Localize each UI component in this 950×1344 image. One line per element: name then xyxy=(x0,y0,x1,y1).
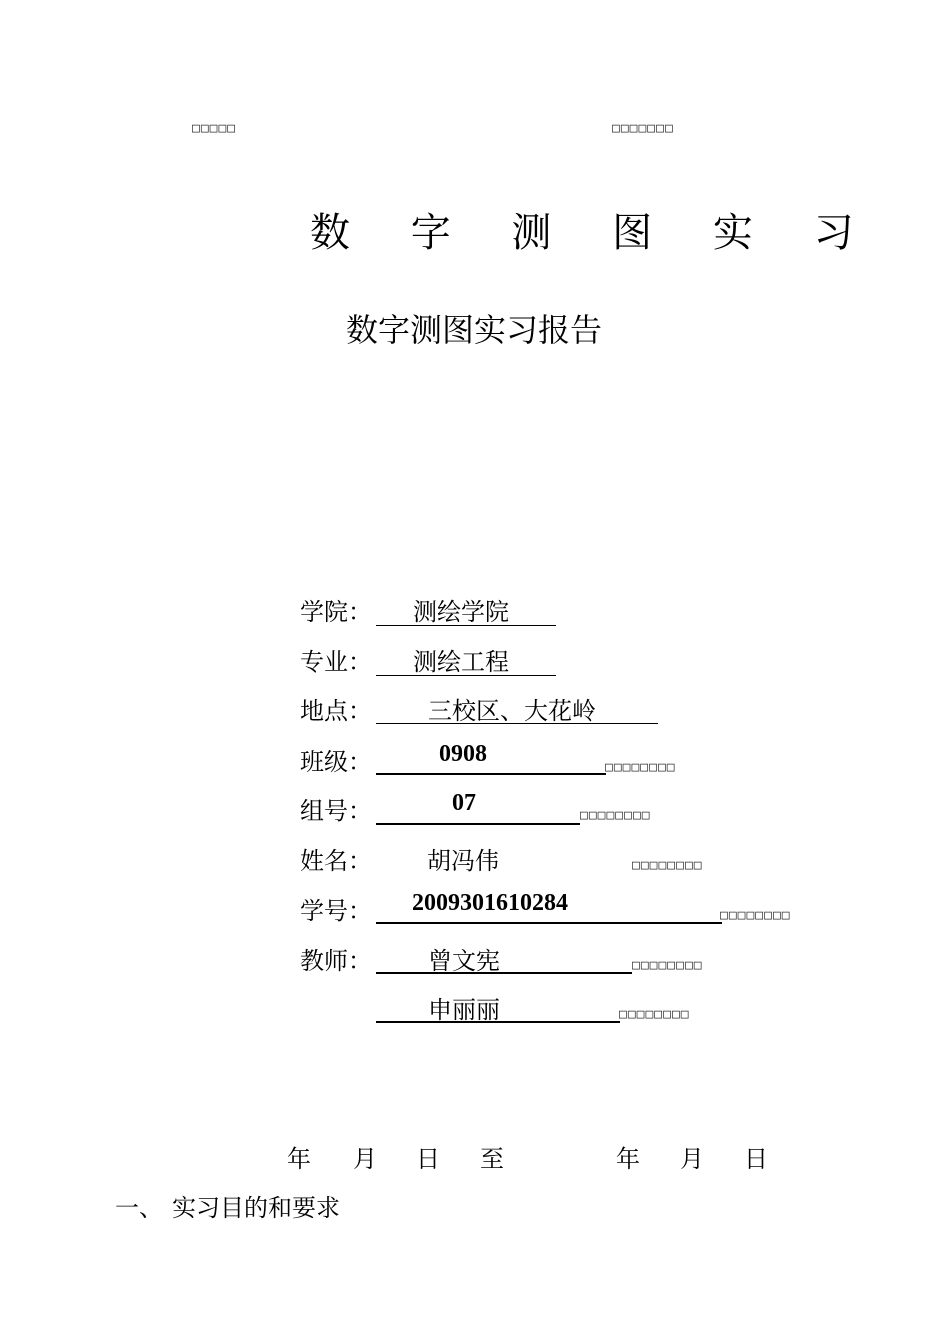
major-underline xyxy=(376,675,556,676)
group-placeholder: □□□□□□□□ xyxy=(580,808,651,823)
college-value: 测绘学院 xyxy=(413,598,509,626)
college-underline xyxy=(376,625,556,626)
teacher-value-2: 申丽丽 xyxy=(428,996,500,1024)
name-placeholder: □□□□□□□□ xyxy=(632,858,703,873)
teacher-value-1: 曾文宪 xyxy=(428,947,500,975)
date-month-end: 月 xyxy=(680,1145,704,1173)
date-year-start: 年 xyxy=(287,1145,311,1173)
teacher-placeholder-2: □□□□□□□□ xyxy=(619,1007,690,1022)
class-value: 0908 xyxy=(439,741,487,767)
name-value: 胡冯伟 xyxy=(427,847,499,875)
date-to: 至 xyxy=(480,1145,504,1173)
date-month-start: 月 xyxy=(353,1145,377,1173)
location-label: 地点： xyxy=(300,697,372,725)
teacher-underline-1 xyxy=(376,972,632,974)
name-label: 姓名： xyxy=(300,847,372,875)
student-id-placeholder: □□□□□□□□ xyxy=(720,908,791,923)
class-placeholder: □□□□□□□□ xyxy=(605,760,676,775)
class-label: 班级： xyxy=(300,748,372,776)
student-id-value: 2009301610284 xyxy=(412,890,568,916)
date-year-end: 年 xyxy=(616,1145,640,1173)
teacher-label: 教师： xyxy=(300,947,372,975)
group-value: 07 xyxy=(452,790,476,816)
header-left-placeholder: □□□□□ xyxy=(192,121,237,136)
date-day-start: 日 xyxy=(416,1145,440,1173)
teacher-underline-2 xyxy=(376,1021,620,1023)
date-day-end: 日 xyxy=(744,1145,768,1173)
major-value: 测绘工程 xyxy=(413,648,509,676)
group-underline xyxy=(376,823,580,825)
class-underline xyxy=(376,773,606,775)
group-label: 组号： xyxy=(300,797,372,825)
location-underline xyxy=(376,723,658,724)
major-label: 专业： xyxy=(300,648,372,676)
college-label: 学院： xyxy=(300,598,372,626)
section-title: 实习目的和要求 xyxy=(172,1194,340,1222)
document-title: 数 字 测 图 实 习 xyxy=(310,210,878,256)
header-right-placeholder: □□□□□□□ xyxy=(612,121,674,136)
student-id-underline xyxy=(376,922,722,924)
document-subtitle: 数字测图实习报告 xyxy=(346,311,603,349)
teacher-placeholder-1: □□□□□□□□ xyxy=(632,958,703,973)
student-id-label: 学号： xyxy=(300,897,372,925)
section-number: 一、 xyxy=(115,1194,163,1222)
location-value: 三校区、大花岭 xyxy=(428,697,596,725)
